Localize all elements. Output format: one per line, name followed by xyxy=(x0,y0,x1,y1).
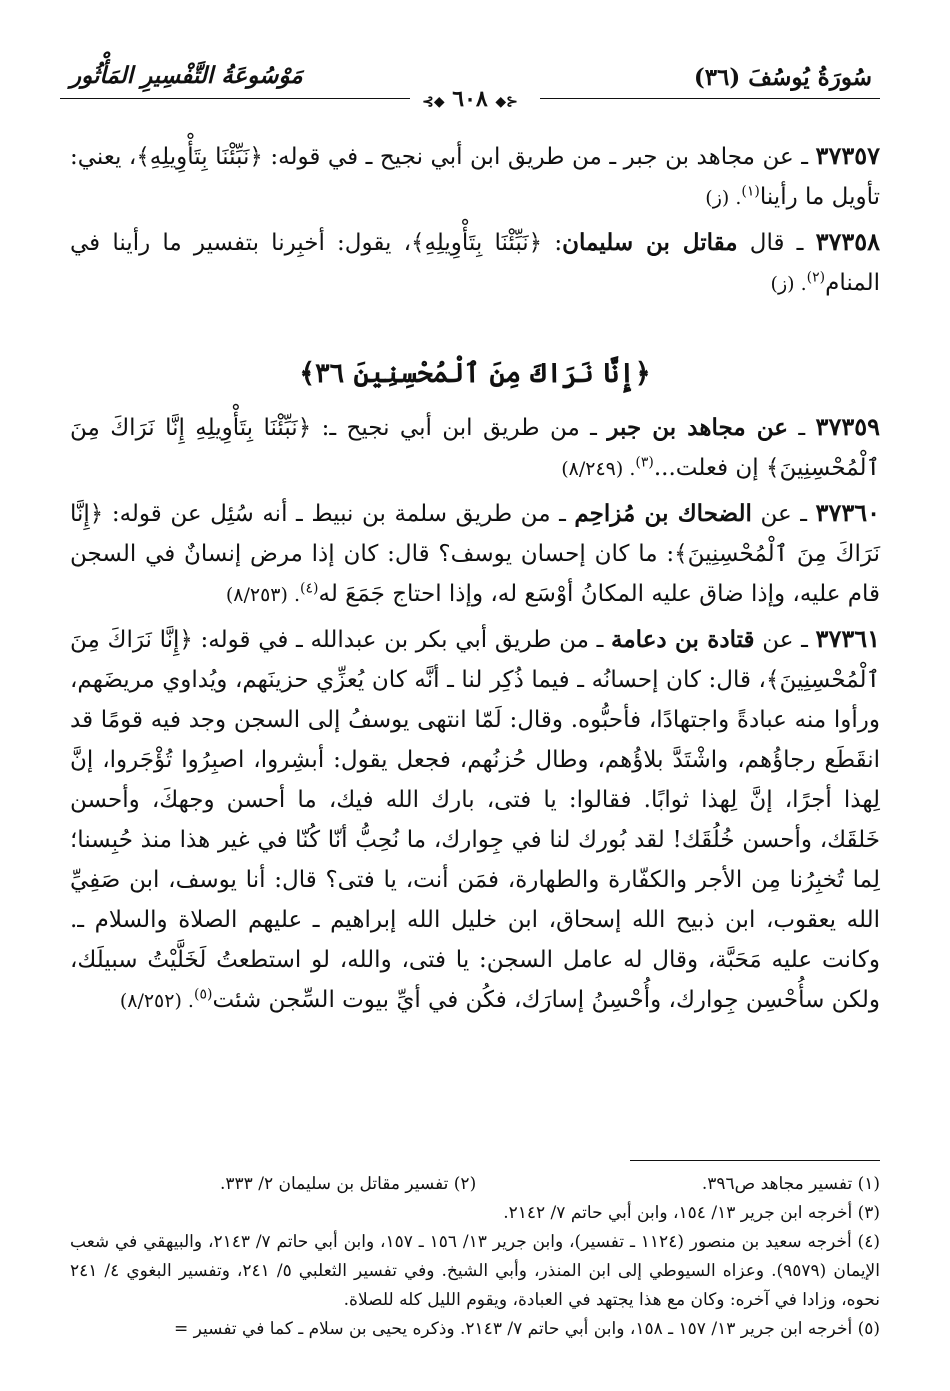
book-page xyxy=(60,58,880,1358)
page-number xyxy=(412,86,528,112)
footnote-marker: (٥) xyxy=(193,986,213,1003)
page-body xyxy=(70,136,880,1025)
footnote-marker: (١) xyxy=(741,183,760,200)
footnote-3: (٣) أخرجه ابن جرير ١٣/ ١٥٤، وابن أبي حاتم ٧/ ٢١٤٢. xyxy=(503,1203,880,1223)
ornament-icon: ⊰◆ xyxy=(495,94,518,110)
hadith-text: ـ من طريق أبي بكر بن عبدالله ـ في قوله: ﴿إِنَّا نَرَاكَ مِنَ ٱلْمُحْسِنِينَ﴾، قال: كان إحسانُه ـ فيما ذُكِر لنا ـ أنَّه كان يُعزِّي حزينَهم، ويُداوي مريضَهم، ورأوا منه عبادةً واجتهادًا، فأحبُّوه. وقال: لَمّا انتهى يوسفُ إلى السجن وجد فيه قومًا قد انقَطَع رجاؤُهم، واشْتَدَّ بلاؤُهم، وطال حُزنُهم، فجعل يقول: أبشِروا، اصبِرُوا تُؤْجَروا، إنَّ لِهذا أجرًا، إنَّ لِهذا ثوابًا. فقالوا: يا فتى، بارك الله فيك، ما أحسن وجهكَ، وأحسن خَلقَك، وأحسن خُلُقَك! لقد بُورك لنا في جِوارك، ما نُحِبُّ أنّا كُنّا في غير هذا منذ حُبِسنا؛ لِما تُخبِرُنا مِن الأجر والكفّارة والطهارة، فمَن أنت، يا فتى؟ قال: أنا يوسف، ابن صَفِيِّ الله يعقوب، ابن ذبيح الله إسحاق، ابن خليل الله إبراهيم ـ عليهم الصلاة والسلام ـ. وكانت عليه مَحَبَّة، وقال له عامل السجن: يا فتى، والله، لو استطعتُ لَخَلَّيْتُ سبيلَك، ولكن سأُحْسِن جِوارك، وأُحْسِنُ إسارَك، فكُن في أيِّ بيوت السِّجن شئت xyxy=(70,627,880,1013)
hadith-ref: . (٨/٢٥٣) xyxy=(225,584,301,606)
footnote-2: (٢) تفسير مقاتل بن سليمان ٢/ ٣٣٣. xyxy=(220,1174,477,1194)
hadith-paragraph xyxy=(70,222,880,304)
narrator-name: عن مجاهد بن جبر xyxy=(607,414,788,441)
hadith-text-before: ـ عن xyxy=(754,627,808,653)
footnote-4: (٤) أخرجه سعيد بن منصور (١١٢٤ ـ تفسير)، وابن جرير ١٣/ ١٥٦ ـ ١٥٧، وابن أبي حاتم ٧/ ٢١٤٣، والبيهقي في شعب الإيمان (٩٥٧٩). وعزاه السيوطي إلى ابن المنذر، وأبي الشيخ. وفي تفسير الثعلبي ٥/ ٢٤١، وتفسير البغوي ٤/ ٢٤١ نحوه، وزادا في آخره: وكان مع هذا يجتهد في العبادة، ويقوم الليل كله للصلاة. xyxy=(70,1232,880,1310)
hadith-number: ٣٧٣٥٩ xyxy=(815,412,880,441)
hadith-text-before: ـ عن xyxy=(751,501,807,527)
footnote-1: (١) تفسير مجاهد ص٣٩٦. xyxy=(701,1174,880,1194)
narrator-name: مقاتل بن سليمان xyxy=(562,229,738,256)
page-header xyxy=(60,58,880,112)
page-number-wrap xyxy=(60,86,880,112)
hadith-number: ٣٧٣٥٧ xyxy=(815,141,880,170)
hadith-text-before: ـ xyxy=(788,415,806,441)
hadith-ref: . (ز) xyxy=(705,187,742,209)
surah-title: سُورَةُ يُوسُفَ (٣٦) xyxy=(693,64,872,91)
hadith-ref: . (ز) xyxy=(770,273,807,295)
hadith-text: : ﴿نَبِّئْنَا بِتَأْوِيلِهِ﴾، يقول: أخبِرنا بتفسير ما رأينا في المنام xyxy=(70,230,880,296)
page-number-text: ٦٠٨ xyxy=(452,86,488,112)
footnotes xyxy=(70,1170,880,1344)
hadith-number: ٣٧٣٦٠ xyxy=(815,498,880,527)
book-title: مَوْسُوعَةُ التَّفْسِيرِ المَأْثُور xyxy=(70,62,303,89)
footnote-separator xyxy=(630,1160,880,1161)
hadith-text: ـ عن مجاهد بن جبر ـ من طريق ابن أبي نجيح ـ في قوله: ﴿نَبِّئْنَا بِتَأْوِيلِهِ﴾، يعني: تأويل ما رأينا xyxy=(70,144,880,210)
hadith-text: ـ من طريق ابن أبي نجيح ـ: ﴿نَبِّئْنَا بِتَأْوِيلِهِ إِنَّا نَرَاكَ مِنَ ٱلْمُحْسِنِينَ﴾ إن فعلت... xyxy=(70,415,880,481)
narrator-name: الضحاك بن مُزاحِم xyxy=(574,500,752,527)
hadith-paragraph xyxy=(70,136,880,218)
hadith-text: ـ من طريق سلمة بن نبيط ـ أنه سُئِل عن قوله: ﴿إِنَّا نَرَاكَ مِنَ ٱلْمُحْسِنِينَ﴾: ما كان إحسان يوسف؟ قال: كان إذا مرض إنسانٌ في السجن قام عليه، وإذا ضاق عليه المكانُ أوْسَع له، وإذا احتاج جَمَعَ له xyxy=(70,501,880,607)
footnote-marker: (٢) xyxy=(806,269,826,286)
hadith-number: ٣٧٣٥٨ xyxy=(815,227,881,256)
ornament-icon: ◆⊱ xyxy=(422,94,445,110)
footnote-5: (٥) أخرجه ابن جرير ١٣/ ١٥٧ ـ ١٥٨، وابن أبي حاتم ٧/ ٢١٤٣. وذكره يحيى بن سلام ـ كما في تفسير = xyxy=(174,1319,880,1339)
hadith-text-before: ـ قال xyxy=(737,230,804,256)
hadith-number: ٣٧٣٦١ xyxy=(815,624,880,653)
verse-heading: ﴿إِنَّا نَرَاكَ مِنَ ٱلْمُحْسِنِينَ ٣٦﴾ xyxy=(299,358,651,389)
footnote-marker: (٣) xyxy=(635,454,654,471)
hadith-paragraph xyxy=(70,407,880,489)
footnote-marker: (٤) xyxy=(300,580,319,597)
narrator-name: قتادة بن دعامة xyxy=(611,626,755,653)
hadith-paragraph xyxy=(70,493,880,615)
footnote-row xyxy=(70,1170,880,1199)
hadith-ref: . (٨/٢٥٢) xyxy=(119,990,194,1012)
hadith-ref: . (٨/٢٤٩) xyxy=(561,458,636,480)
hadith-paragraph xyxy=(70,619,880,1021)
